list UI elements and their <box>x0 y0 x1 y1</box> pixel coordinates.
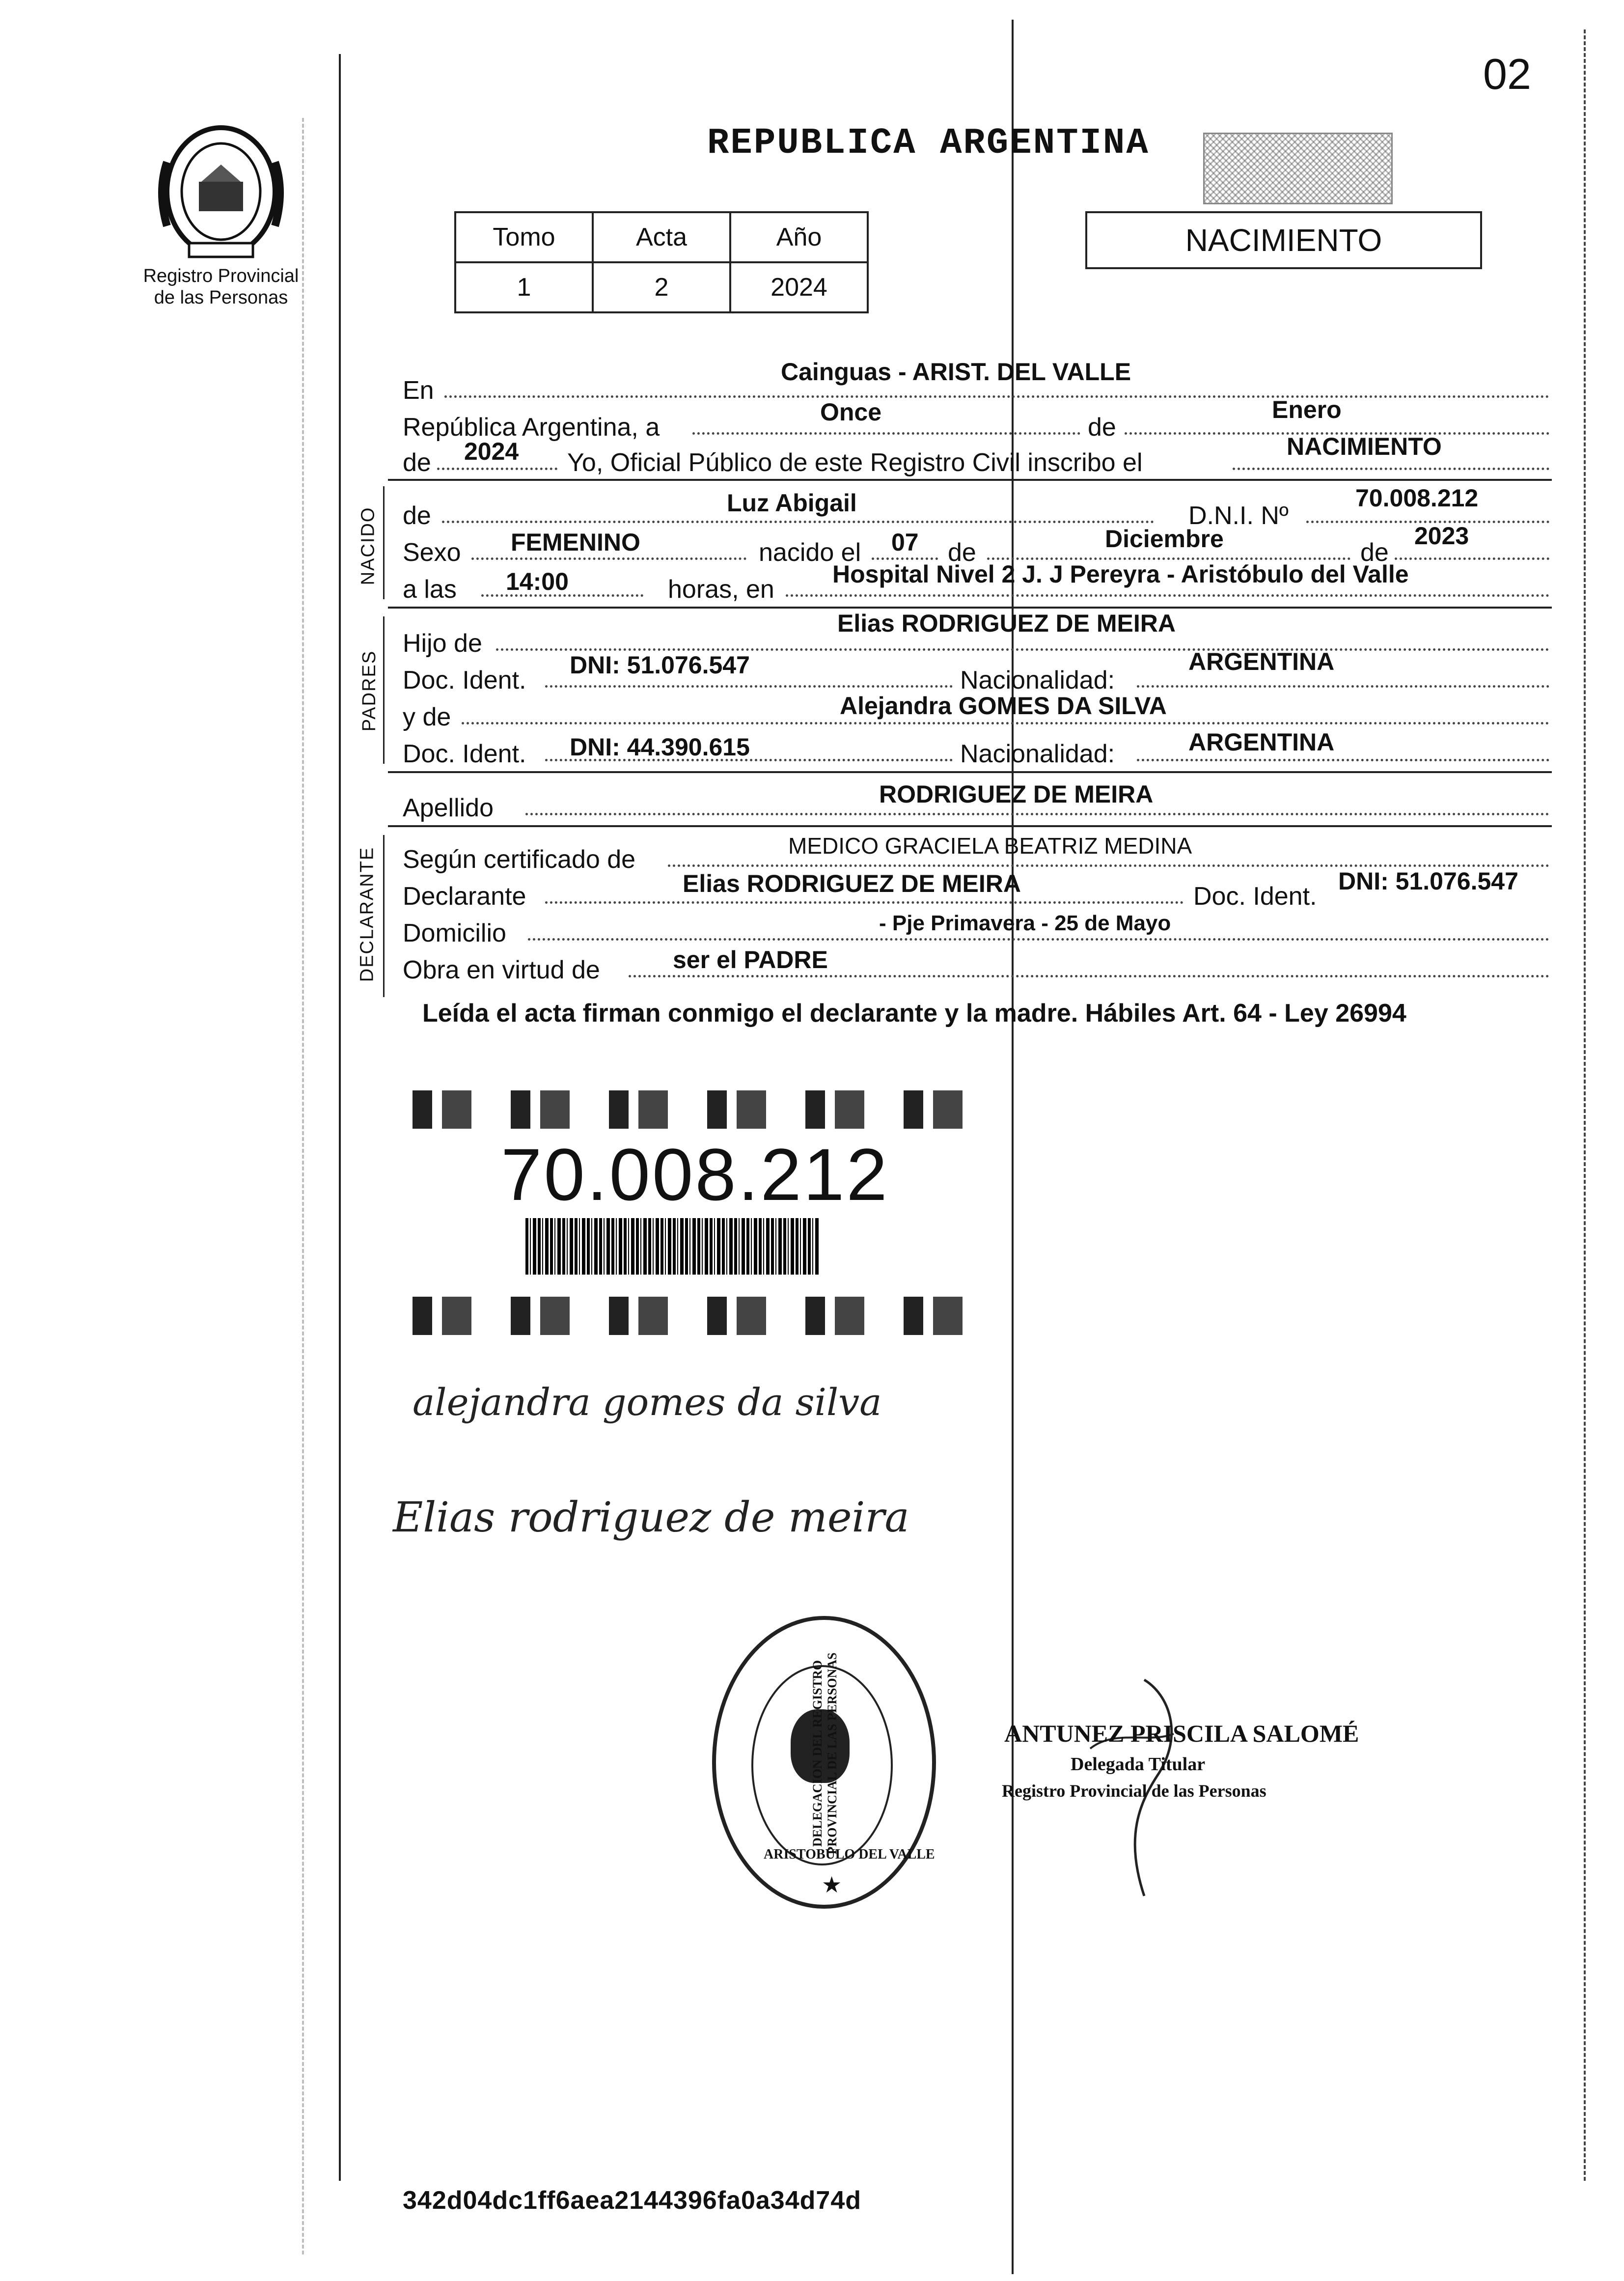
org-name-line1: Registro Provincial <box>143 266 299 286</box>
dots-tipo <box>1233 468 1549 470</box>
dots-declarante <box>545 901 1184 904</box>
field-anio: 2024 <box>464 438 519 465</box>
label-obra: Obra en virtud de <box>403 956 600 984</box>
dots-nombre <box>442 521 1154 523</box>
label-doc-ident-3: Doc. Ident. <box>1193 882 1317 911</box>
org-name-line2: de las Personas <box>154 287 288 308</box>
field-hora: 14:00 <box>506 568 569 595</box>
dots-padre-doc <box>545 685 953 688</box>
security-band-top <box>413 1090 997 1129</box>
dots-madre-nac <box>1137 759 1549 761</box>
label-y-de: y de <box>403 703 451 731</box>
dots-apellido <box>525 813 1549 815</box>
dots-lugar-nac <box>786 594 1549 597</box>
stamp-star-icon: ★ <box>822 1872 842 1897</box>
register-table-header-row <box>455 212 868 262</box>
label-nacido-el: nacido el <box>759 538 861 567</box>
section-label-padres: PADRES <box>359 650 380 732</box>
label-apellido: Apellido <box>403 794 494 822</box>
label-de-anio: de <box>1360 538 1389 567</box>
register-value-tomo: 1 <box>455 262 593 312</box>
official-role: Delegada Titular <box>1071 1754 1206 1775</box>
stamp-ring-text: DELEGACION DEL REGISTRO PROVINCIAL DE LAS PERSONAS <box>810 1652 839 1855</box>
field-certificado: MEDICO GRACIELA BEATRIZ MEDINA <box>788 833 1192 859</box>
field-dia: Once <box>820 398 882 426</box>
label-declarante: Declarante <box>403 882 526 911</box>
register-header-anio: Año <box>730 212 868 262</box>
left-margin-rule <box>339 54 341 2181</box>
label-hijo-de: Hijo de <box>403 629 482 658</box>
field-apellido: RODRIGUEZ DE MEIRA <box>879 780 1154 808</box>
section-label-declarante: DECLARANTE <box>357 846 378 982</box>
dots-anio <box>437 468 557 470</box>
field-lugar-nac: Hospital Nivel 2 J. J Pereyra - Aristóbulo del Valle <box>832 560 1409 588</box>
field-mes: Enero <box>1272 396 1342 423</box>
field-nac-mes: Diciembre <box>1105 525 1224 553</box>
register-table-value-row <box>455 262 868 312</box>
field-padre-doc: DNI: 51.076.547 <box>570 651 750 679</box>
dots-madre <box>462 722 1549 724</box>
field-nac-anio: 2023 <box>1414 522 1469 550</box>
security-seal <box>1203 133 1393 204</box>
document-title: REPUBLICA ARGENTINA <box>707 123 1150 164</box>
label-nacionalidad-1: Nacionalidad: <box>960 666 1115 695</box>
label-segun: Según certificado de <box>403 845 636 874</box>
page-number: 02 <box>1483 50 1531 98</box>
provincial-emblem-icon <box>147 118 295 265</box>
official-office: Registro Provincial de las Personas <box>1002 1781 1266 1801</box>
closing-note: Leída el acta firman conmigo el declarante y la madre. Hábiles Art. 64 - Ley 26994 <box>422 999 1406 1028</box>
field-nac-dia: 07 <box>891 529 919 556</box>
nacido-bracket <box>383 486 385 599</box>
field-sexo: FEMENINO <box>511 529 640 556</box>
dots-virtud <box>629 975 1549 977</box>
field-madre-nac: ARGENTINA <box>1188 728 1335 756</box>
dots-sexo <box>471 557 746 560</box>
label-oficial: Yo, Oficial Público de este Registro Civil inscribo el <box>567 448 1143 477</box>
label-republica: República Argentina, a <box>403 413 660 442</box>
left-edge-marks <box>302 118 304 2254</box>
field-nombre: Luz Abigail <box>727 489 857 517</box>
registry-logo <box>113 118 329 308</box>
field-tipo-inscripcion: NACIMIENTO <box>1287 433 1442 460</box>
stamp-inner-text: ARISTOBULO DEL VALLE <box>764 1847 935 1862</box>
official-name: ANTUNEZ PRISCILA SALOMÉ <box>1004 1720 1359 1747</box>
register-table <box>454 211 869 313</box>
dots-nac-anio <box>1395 557 1549 560</box>
declarante-bracket <box>383 835 385 997</box>
dots-domicilio <box>528 938 1549 941</box>
security-band-bottom <box>413 1297 997 1335</box>
dni-barcode <box>525 1218 820 1275</box>
field-declarante: Elias RODRIGUEZ DE MEIRA <box>683 870 1021 897</box>
rule-after-apellido <box>388 825 1552 827</box>
field-domicilio: - Pje Primavera - 25 de Mayo <box>879 911 1171 935</box>
act-type-box: NACIMIENTO <box>1085 211 1482 269</box>
rule-after-opening <box>388 479 1552 481</box>
dots-lugar <box>444 395 1549 398</box>
label-a-las: a las <box>403 575 457 604</box>
field-padre: Elias RODRIGUEZ DE MEIRA <box>837 610 1176 637</box>
register-header-acta: Acta <box>593 212 730 262</box>
dots-dia <box>692 432 1080 435</box>
label-de-year: de <box>403 448 431 477</box>
label-de-mes: de <box>948 538 976 567</box>
rule-after-padres <box>388 771 1552 773</box>
signature-padre: Elias rodriguez de meira <box>393 1493 909 1541</box>
label-doc-ident-2: Doc. Ident. <box>403 740 526 768</box>
right-margin-rule <box>1584 29 1586 2181</box>
field-dni: 70.008.212 <box>1355 484 1479 512</box>
register-header-tomo: Tomo <box>455 212 593 262</box>
label-de-month: de <box>1088 413 1116 442</box>
label-doc-ident-1: Doc. Ident. <box>403 666 526 695</box>
register-value-anio: 2024 <box>730 262 868 312</box>
register-value-acta: 2 <box>593 262 730 312</box>
label-de-name: de <box>403 501 431 530</box>
field-virtud: ser el PADRE <box>673 946 828 974</box>
signature-madre: alejandra gomes da silva <box>413 1380 882 1424</box>
document-hash: 342d04dc1ff6aea2144396fa0a34d74d <box>403 2186 862 2215</box>
label-domicilio: Domicilio <box>403 919 506 947</box>
label-horas-en: horas, en <box>668 575 774 604</box>
field-madre: Alejandra GOMES DA SILVA <box>840 692 1167 720</box>
field-lugar: Cainguas - ARIST. DEL VALLE <box>781 358 1131 386</box>
section-label-nacido: NACIDO <box>358 506 379 585</box>
label-sexo: Sexo <box>403 538 461 567</box>
field-madre-doc: DNI: 44.390.615 <box>570 733 750 761</box>
rule-after-nacido <box>388 607 1552 609</box>
label-nacionalidad-2: Nacionalidad: <box>960 740 1115 768</box>
dots-padre-nac <box>1137 685 1549 688</box>
field-padre-nac: ARGENTINA <box>1188 648 1335 675</box>
dni-label-number: 70.008.212 <box>501 1133 889 1216</box>
padres-bracket <box>383 616 385 764</box>
field-declarante-doc: DNI: 51.076.547 <box>1338 867 1518 895</box>
label-en: En <box>403 376 434 405</box>
label-dni: D.N.I. Nº <box>1188 501 1289 530</box>
